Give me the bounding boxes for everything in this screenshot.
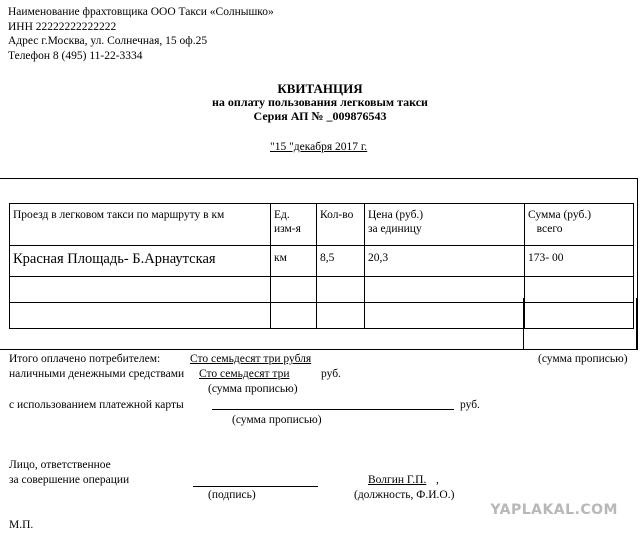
cash-hint: (сумма прописью) xyxy=(208,383,298,395)
carrier-phone: Телефон 8 (495) 11-22-3334 xyxy=(8,49,143,62)
receipt-subtitle: на оплату пользования легковым такси xyxy=(212,95,428,109)
position-hint: (должность, Ф.И.О.) xyxy=(354,489,455,501)
signature-hint: (подпись) xyxy=(208,489,256,501)
receipt-title: КВИТАНЦИЯ xyxy=(277,81,363,96)
total-paid-value: Сто семьдесят три рубля xyxy=(190,353,312,365)
total-paid-label: Итого оплачено потребителем: xyxy=(9,353,161,365)
cell-unit: км xyxy=(271,246,317,277)
card-hint: (сумма прописью) xyxy=(232,414,322,426)
cash-suffix: руб. xyxy=(321,368,341,380)
cell-route: Красная Площадь- Б.Арнаутская xyxy=(10,246,271,277)
card-suffix: руб. xyxy=(460,399,480,411)
responsible-name: Волгин Г.П. xyxy=(368,474,427,486)
header-sum: Сумма (руб.) всего xyxy=(525,204,634,246)
signature-line xyxy=(193,486,318,487)
header-price: Цена (руб.) за единицу xyxy=(365,204,525,246)
cell-qty: 8,5 xyxy=(317,246,365,277)
carrier-info xyxy=(8,5,274,63)
cash-label: наличными денежными средствами xyxy=(9,368,185,380)
header-unit: Ед. изм-я xyxy=(271,204,317,246)
receipt-series: Серия АП № _009876543 xyxy=(253,109,387,123)
sum-in-words-hint: (сумма прописью) xyxy=(538,353,628,365)
table-header-row xyxy=(10,204,634,246)
carrier-name: Наименование фрахтовщика ООО Такси «Солнышко» xyxy=(8,6,274,18)
sum-extension-box xyxy=(523,298,637,350)
carrier-inn: ИНН 22222222222222 xyxy=(8,20,117,33)
card-amount-line xyxy=(212,409,454,410)
stamp-place: М.П. xyxy=(9,519,34,531)
cash-value: Сто семьдесят три xyxy=(199,368,290,380)
responsible-label-1: Лицо, ответственное xyxy=(9,459,111,471)
receipt-date: "15 "декабря 2017 г. xyxy=(270,141,368,153)
carrier-address: Адрес г.Москва, ул. Солнечная, 15 оф.25 xyxy=(8,35,208,47)
watermark: YAPLAKAL.COM xyxy=(490,502,618,518)
responsible-label-2: за совершение операции xyxy=(9,474,130,486)
cell-price: 20,3 xyxy=(365,246,525,277)
header-qty: Кол-во xyxy=(317,204,365,246)
card-label: с использованием платежной карты xyxy=(9,399,184,411)
responsible-name-tail: , xyxy=(436,474,439,486)
cell-sum: 173- 00 xyxy=(525,246,634,277)
header-route: Проезд в легковом такси по маршруту в км xyxy=(10,204,271,246)
table-row xyxy=(10,246,634,277)
